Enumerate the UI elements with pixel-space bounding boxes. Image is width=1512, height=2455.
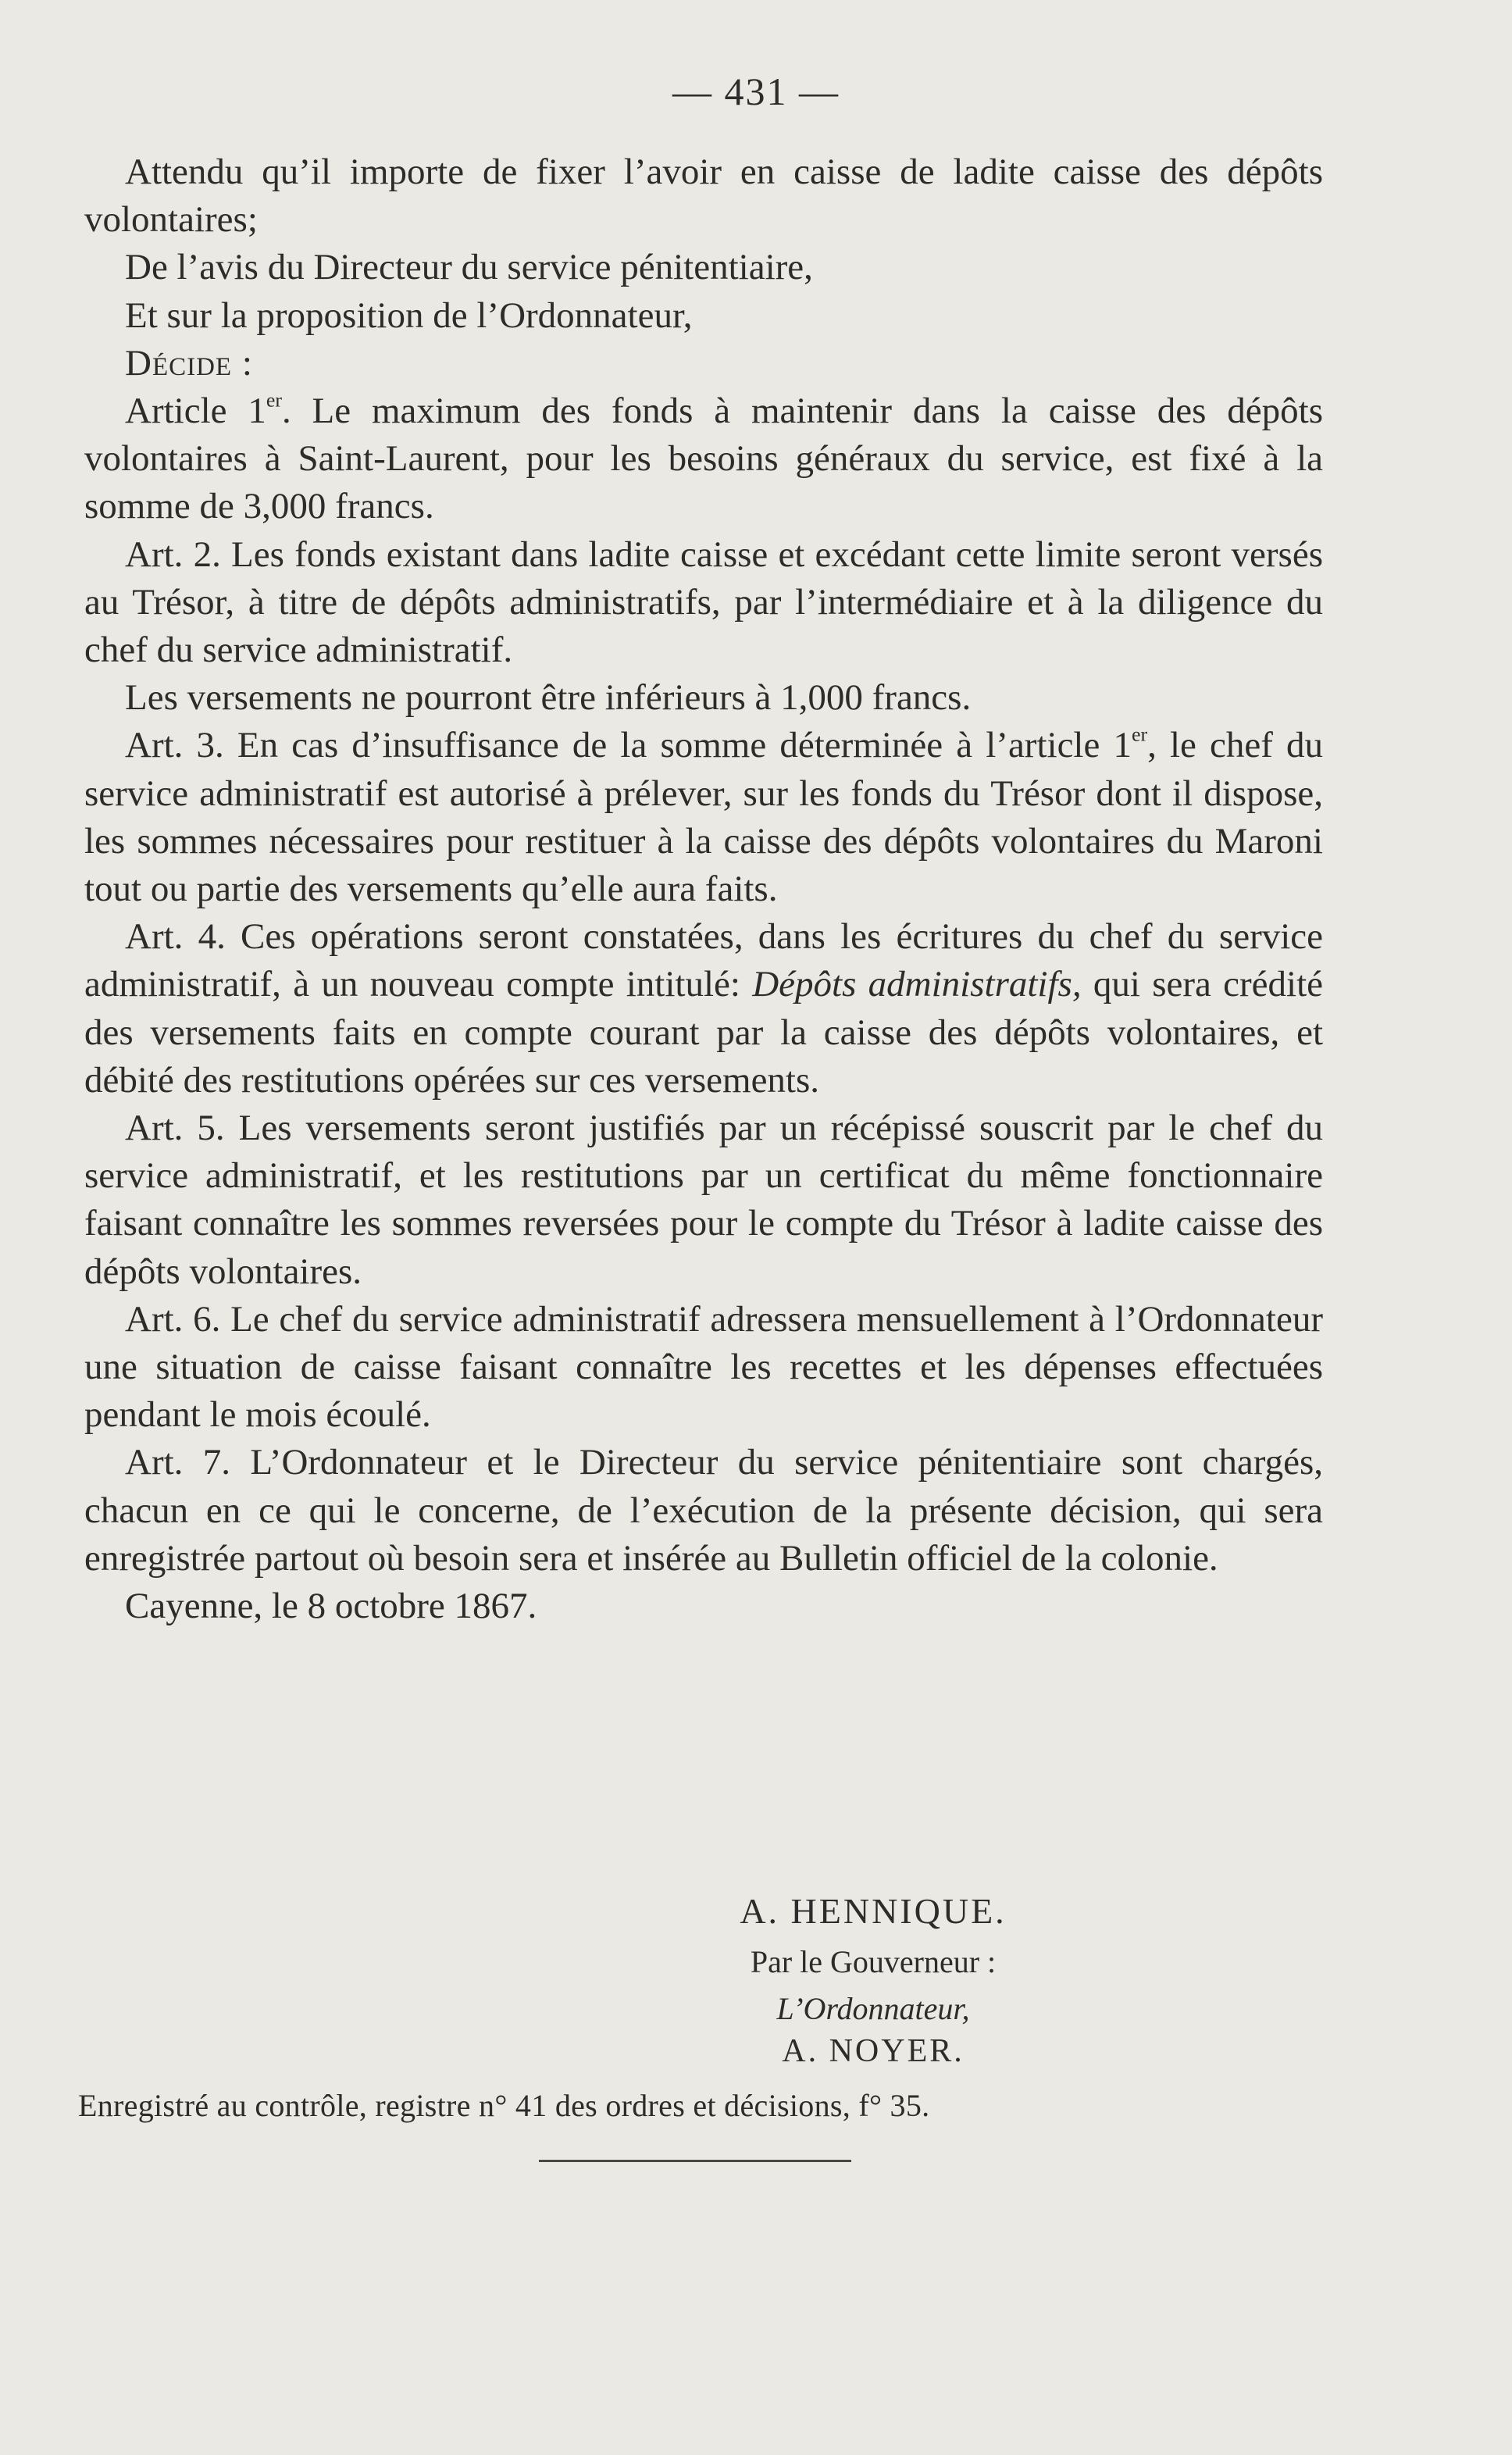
article-4-italic: Dépôts administratifs, [752, 964, 1082, 1005]
article-3-sup: er [1131, 723, 1148, 746]
page-number: — 431 — [672, 70, 840, 113]
body-text [84, 148, 1323, 1630]
signature-par: Par le Gouverneur : [750, 1944, 997, 1979]
article-7: Art. 7. L’Ordonnateur et le Directeur du service pénitentiaire sont chargés, chacun en ce qui le concerne, de l’exécution de la présente décision, qui sera enregistrée partout où besoin sera et insérée au Bulletin officiel de la colonie. [84, 1442, 1323, 1579]
article-5: Art. 5. Les versements seront justifiés par un récépissé souscrit par le chef du service administratif, et les restitutions par un certificat du même fonctionnaire faisant connaître les sommes reversées pour le compte du Trésor à ladite caisse des dépôts volontaires. [84, 1108, 1323, 1292]
article-1-text: . Le maximum des fonds à maintenir dans la caisse des dépôts volontaires à Saint-Laurent, pour les besoins généraux du service, est fixé à la somme de 3,000 francs. [84, 391, 1323, 527]
article-4-text-b: qui sera crédité des versements faits en compte courant par la caisse des dépôts volontaires, et débité des restitutions opérées sur ces versements. [84, 964, 1323, 1101]
article-3-text-a: Art. 3. En cas d’insuffisance de la somme déterminée à l’article 1 [125, 725, 1132, 766]
article-1-label: Article 1 [125, 391, 266, 432]
signature-role: L’Ordonnateur, [776, 1991, 970, 2026]
article-1-sup: er [266, 388, 282, 412]
article-6: Art. 6. Le chef du service administratif adressera mensuellement à l’Ordonnateur une situation de caisse faisant connaître les recettes et les dépenses effectuées pendant le mois écoulé. [84, 1298, 1323, 1436]
article-3-text-b: , le chef du service administratif est autorisé à prélever, sur les fonds du Trésor dont il dispose, les sommes nécessaires pour restituer à la caisse des dépôts volontaires du Maroni tout ou partie des versements qu’elle aura faits. [84, 725, 1323, 910]
register-note: Enregistré au contrôle, registre n° 41 des ordres et décisions, f° 35. [78, 2088, 930, 2123]
article-2: Art. 2. Les fonds existant dans ladite caisse et excédant cette limite seront versés au Trésor, à titre de dépôts administratifs, par l’intermédiaire et à la diligence du chef du service administratif. [84, 533, 1323, 671]
closing-rule [539, 2160, 851, 2162]
signature-name: A. NOYER. [782, 2033, 965, 2069]
article-1 [84, 387, 1323, 531]
decide-heading: Décide : [125, 342, 253, 384]
article-3 [84, 722, 1323, 913]
date-line: Cayenne, le 8 octobre 1867. [125, 1586, 537, 1627]
paragraph-attendu: Attendu qu’il importe de fixer l’avoir en caisse de ladite caisse des dépôts volontaires; [84, 152, 1323, 241]
article-4 [84, 913, 1323, 1104]
signature-governor: A. HENNIQUE. [740, 1891, 1007, 1931]
paragraph-avis: De l’avis du Directeur du service pénitentiaire, [125, 247, 813, 288]
article-4-text-a: Art. 4. Ces opérations seront constatées, dans les écritures du chef du service administratif, à un nouveau compte intitulé: [84, 916, 1323, 1005]
article-2-versements: Les versements ne pourront être inférieurs à 1,000 francs. [125, 677, 972, 719]
paragraph-proposition: Et sur la proposition de l’Ordonnateur, [125, 294, 693, 336]
